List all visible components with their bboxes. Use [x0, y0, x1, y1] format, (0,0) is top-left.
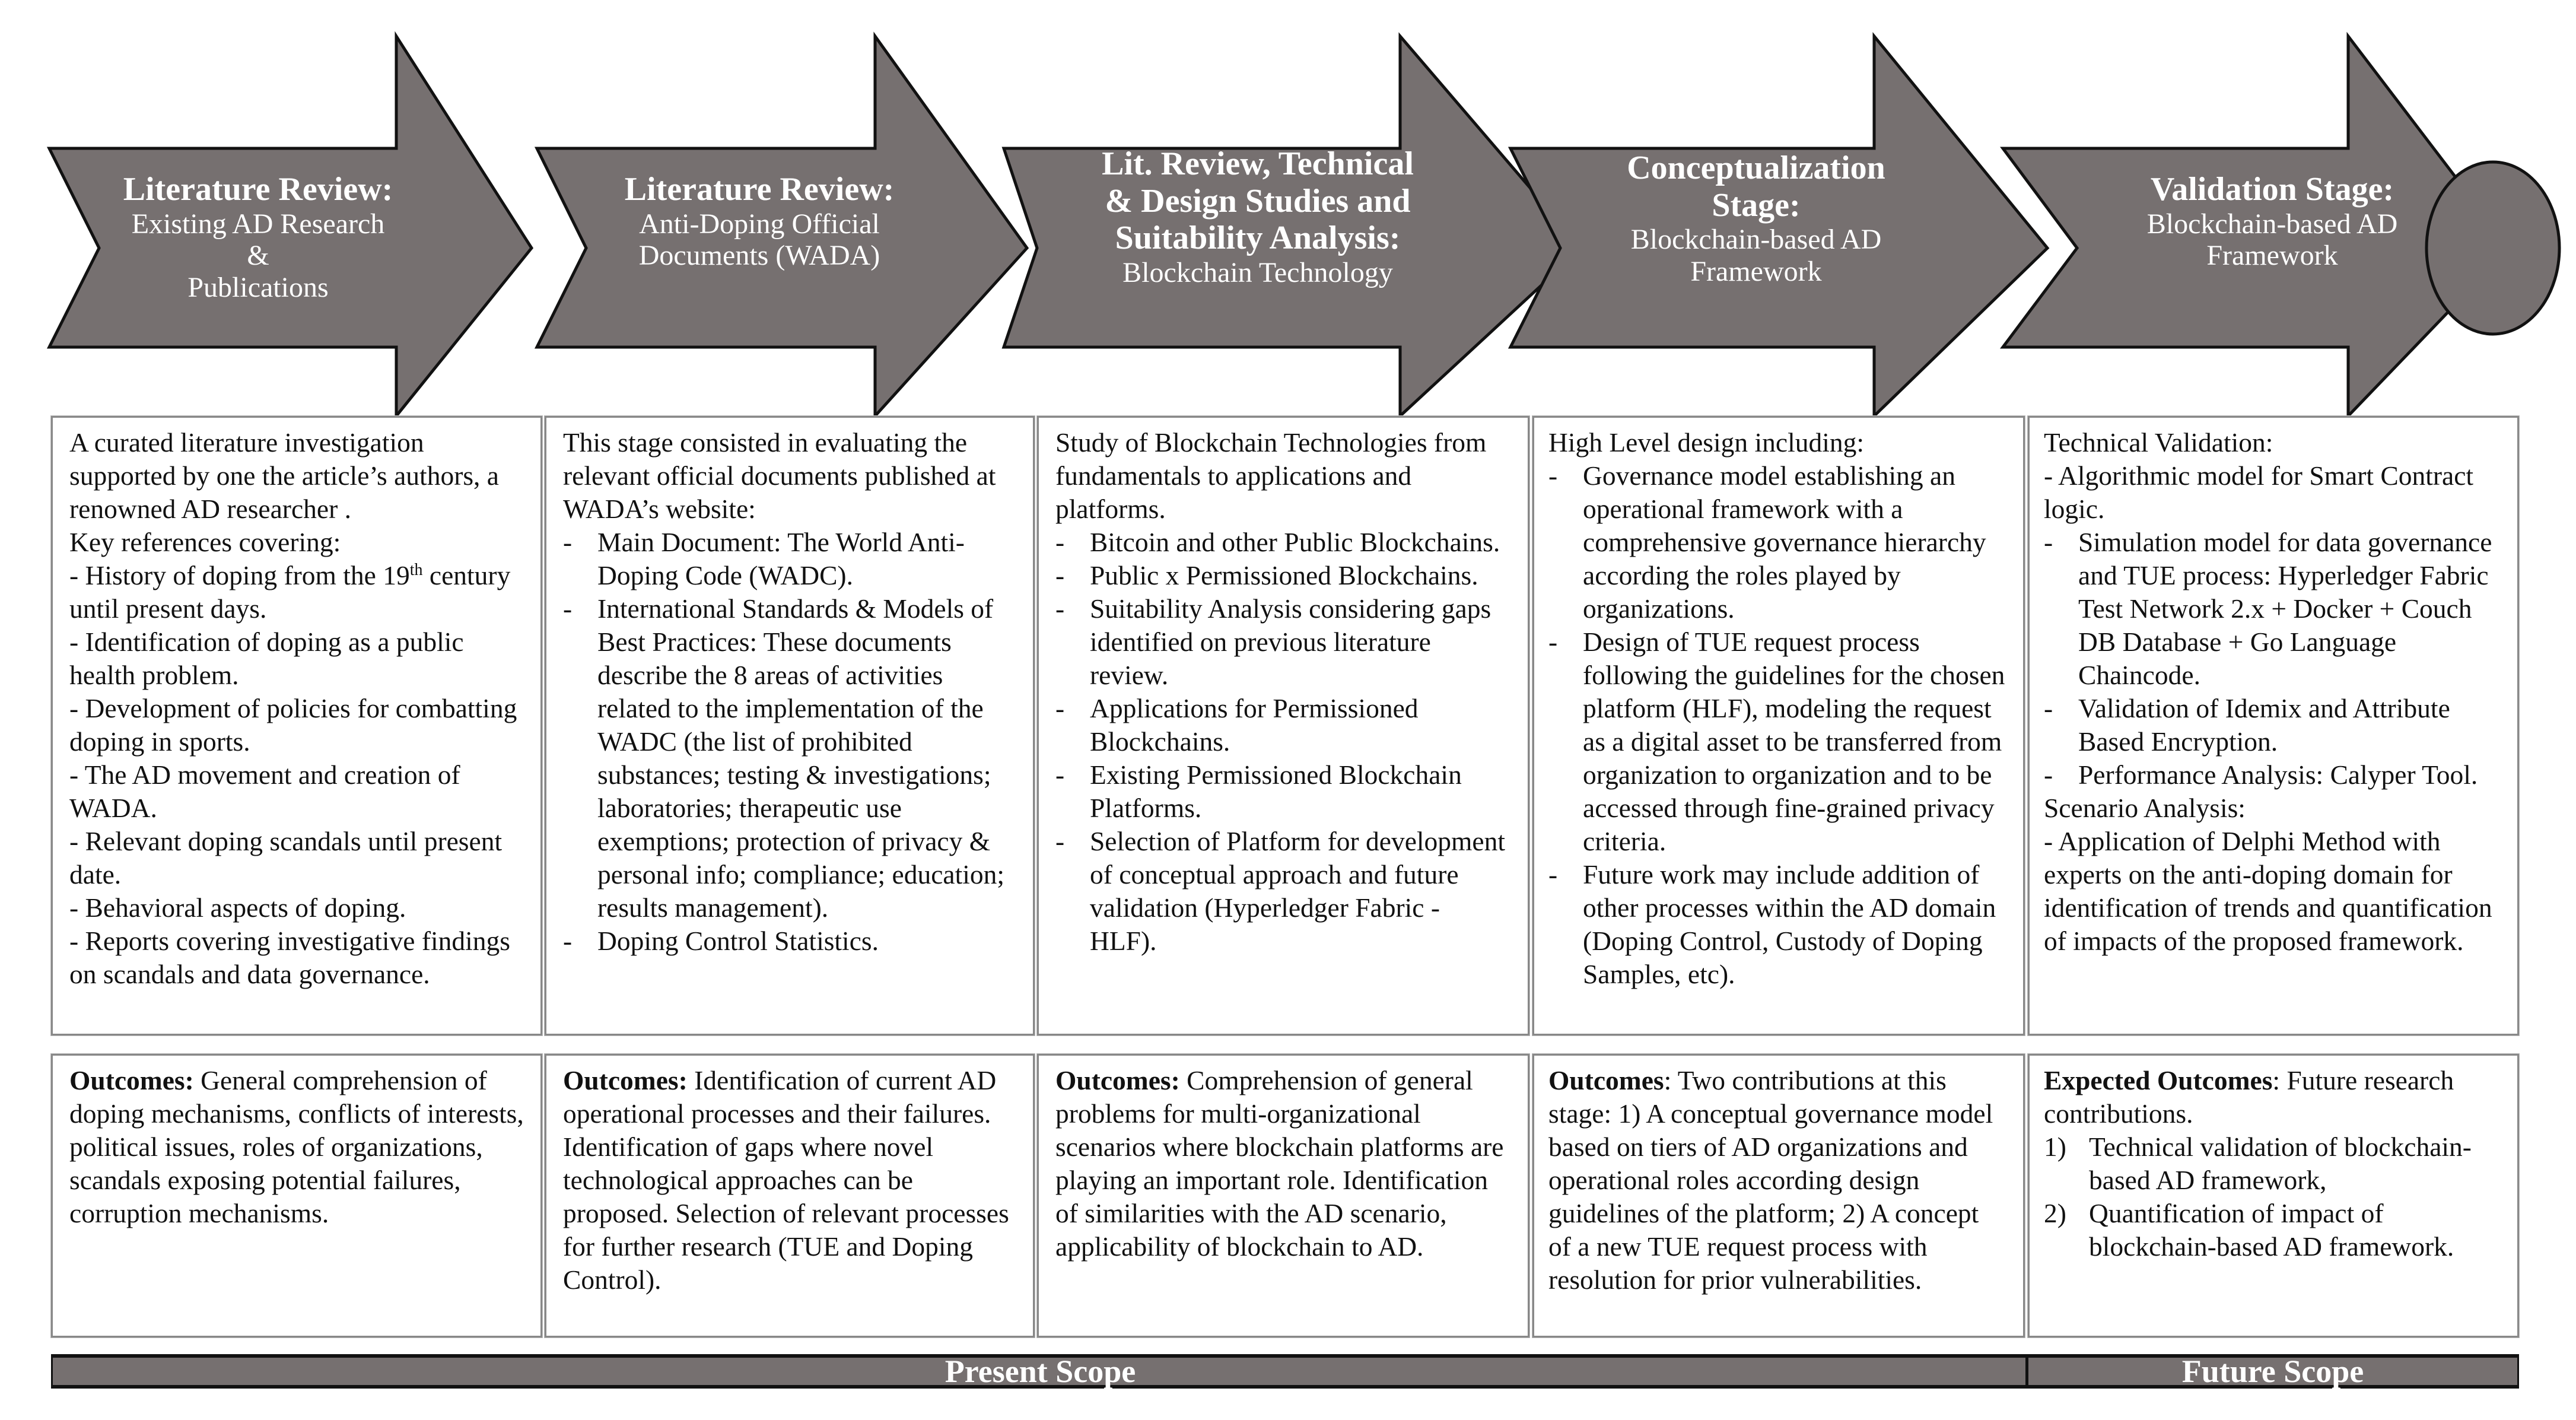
description-box-5: [2028, 416, 2519, 1035]
outcome-label: Expected Outcomes: [2044, 1065, 2273, 1095]
description-intro: Study of Blockchain Technologies from fundamentals to applications and platforms.: [1055, 427, 1487, 524]
list-item: - Application of Delphi Method with experts on the anti-doping domain for identification of trends and quantification of impacts of the proposed framework.: [2044, 826, 2492, 956]
description-box-4: [1532, 416, 2025, 1035]
outcome-label: Outcomes:: [563, 1065, 688, 1095]
list-item: - Identification of doping as a public health problem.: [69, 627, 464, 690]
list-item: - Main Document: The World Anti-Doping Code (WADC).: [563, 527, 965, 590]
stage-subtitle: Publications: [187, 272, 329, 304]
stage-title: Stage:: [1712, 186, 1801, 224]
outcome-text: Identification of current AD operational processes and their failures. Identification of gaps where novel technological approaches can be proposed. Selection of relevant processes for further research (TUE and Doping Control).: [563, 1065, 1009, 1295]
list-item: - Reports covering investigative findings on scandals and data governance.: [69, 926, 511, 989]
outcome-label: Outcomes:: [1055, 1065, 1180, 1095]
list-item: - Behavioral aspects of doping.: [69, 892, 406, 923]
stage-2-title: [605, 171, 914, 272]
list-item: - Development of policies for combatting doping in sports.: [69, 693, 517, 757]
outcome-box-4: [1532, 1054, 2025, 1338]
list-item: - Simulation model for data governance and TUE process: Hyperledger Fabric Test Network 2.x + Docker + Couch DB Database + Go Language Chaincode.: [2044, 527, 2492, 690]
stage-title: & Design Studies and: [1105, 182, 1411, 220]
list-item: - Existing Permissioned Blockchain Platforms.: [1055, 760, 1462, 823]
list-item: - Validation of Idemix and Attribute Based Encryption.: [2044, 693, 2450, 757]
outcome-text: General comprehension of doping mechanisms, conflicts of interests, political issues, roles of organizations, scandals exposing potential failures, corruption mechanisms.: [69, 1065, 524, 1228]
list-item: - Future work may include addition of other processes within the AD domain (Doping Control, Custody of Doping Samples, etc).: [1548, 859, 1996, 989]
stage-subtitle: Blockchain-based AD: [2146, 208, 2398, 240]
stage-title: Literature Review:: [123, 171, 393, 208]
list-item: - The AD movement and creation of WADA.: [69, 760, 460, 823]
list-item: - Applications for Permissioned Blockchains.: [1055, 693, 1419, 757]
stage-title: Validation Stage:: [2150, 171, 2394, 208]
list-item: - Public x Permissioned Blockchains.: [1055, 560, 1478, 590]
list-item: - Algorithmic model for Smart Contract logic.: [2044, 460, 2474, 524]
description-intro: This stage consisted in evaluating the relevant official documents published at WADA’s website:: [563, 427, 996, 524]
list-item: - Doping Control Statistics.: [563, 926, 879, 956]
outcome-text: : Future research contributions.: [2044, 1065, 2454, 1129]
description-lead: Key references covering:: [69, 527, 341, 557]
stage-subtitle: Blockchain-based AD: [1630, 224, 1882, 256]
list-item: - Bitcoin and other Public Blockchains.: [1055, 527, 1500, 557]
description-box-1: [51, 416, 542, 1035]
outcome-text: Comprehension of general problems for multi-organizational scenarios where blockchain platforms are playing an important role. Identification of similarities with the AD scenario, applicability of blockchain to AD.: [1055, 1065, 1504, 1262]
outcome-label: Outcomes: [1548, 1065, 1664, 1095]
list-item: - Suitability Analysis considering gaps identified on previous literature review.: [1055, 593, 1491, 690]
list-item: - Performance Analysis: Calyper Tool.: [2044, 760, 2478, 790]
stage-title: Lit. Review, Technical: [1102, 145, 1414, 182]
end-circle-icon: [2426, 162, 2559, 334]
description-box-3: [1037, 416, 1529, 1035]
stage-subtitle: Framework: [2206, 240, 2338, 272]
description-intro: High Level design including:: [1548, 427, 1865, 458]
outcome-label: Outcomes:: [69, 1065, 194, 1095]
description-intro: Technical Validation:: [2044, 427, 2273, 458]
outcome-box-5: [2028, 1054, 2519, 1338]
stage-title: Conceptualization: [1627, 150, 1885, 186]
numbered-item: 1) Technical validation of blockchain-based AD framework,: [2044, 1132, 2472, 1195]
stage-subtitle: Documents (WADA): [638, 240, 880, 272]
numbered-item: 2) Quantification of impact of blockchain-based AD framework.: [2044, 1198, 2454, 1262]
present-scope-bar: [51, 1354, 2028, 1389]
list-item: - International Standards & Models of Best Practices: These documents describe the 8 areas of activities related to the implementation of the WADC (the list of prohibited substances; testing & investigations; laboratories; therapeutic use exemptions; protection of privacy & personal info; compliance; education; results management).: [563, 593, 1005, 923]
description-box-2: [545, 416, 1035, 1035]
future-scope-bar: [2025, 1354, 2519, 1389]
stage-3-title: [1068, 145, 1448, 289]
stage-title: Literature Review:: [624, 171, 895, 208]
outcome-box-2: [545, 1054, 1035, 1338]
outcome-box-3: [1037, 1054, 1529, 1338]
list-item: - Governance model establishing an operational framework with a comprehensive governance hierarchy according the roles played by organizations.: [1548, 460, 1986, 624]
present-scope-label: Present Scope: [944, 1354, 1136, 1389]
stage-5-title: [2112, 171, 2432, 272]
stage-1-title: [119, 171, 397, 304]
stage-4-title: [1590, 150, 1922, 288]
list-item: - Relevant doping scandals until present date.: [69, 826, 503, 890]
list-item: - Design of TUE request process following the guidelines for the chosen platform (HLF), modeling the request as a digital asset to be transferred from organization to organization and to be accessed through fine-grained privacy criteria.: [1548, 627, 2005, 856]
list-item: - History of doping from the 19th century until present days.: [69, 560, 511, 624]
stage-subtitle: Anti-Doping Official: [639, 208, 880, 240]
stage-subtitle: Framework: [1690, 256, 1822, 288]
outcome-text: : Two contributions at this stage: 1) A conceptual governance model based on tiers of AD organizations and operational roles according design guidelines of the platform; 2) A concept of a new TUE request process with resolution for prior vulnerabilities.: [1548, 1065, 1993, 1295]
description-intro: A curated literature investigation supported by one the article’s authors, a renowned AD researcher .: [69, 427, 500, 524]
description-lead: Scenario Analysis:: [2044, 793, 2246, 823]
stage-subtitle: Blockchain Technology: [1122, 257, 1393, 289]
stage-title: Suitability Analysis:: [1115, 220, 1401, 257]
outcome-box-1: [51, 1054, 542, 1338]
stage-subtitle: Existing AD Research &: [131, 208, 385, 272]
list-item: - Selection of Platform for development of conceptual approach and future validation (Hyperledger Fabric - HLF).: [1055, 826, 1506, 956]
future-scope-label: Future Scope: [2181, 1354, 2364, 1389]
